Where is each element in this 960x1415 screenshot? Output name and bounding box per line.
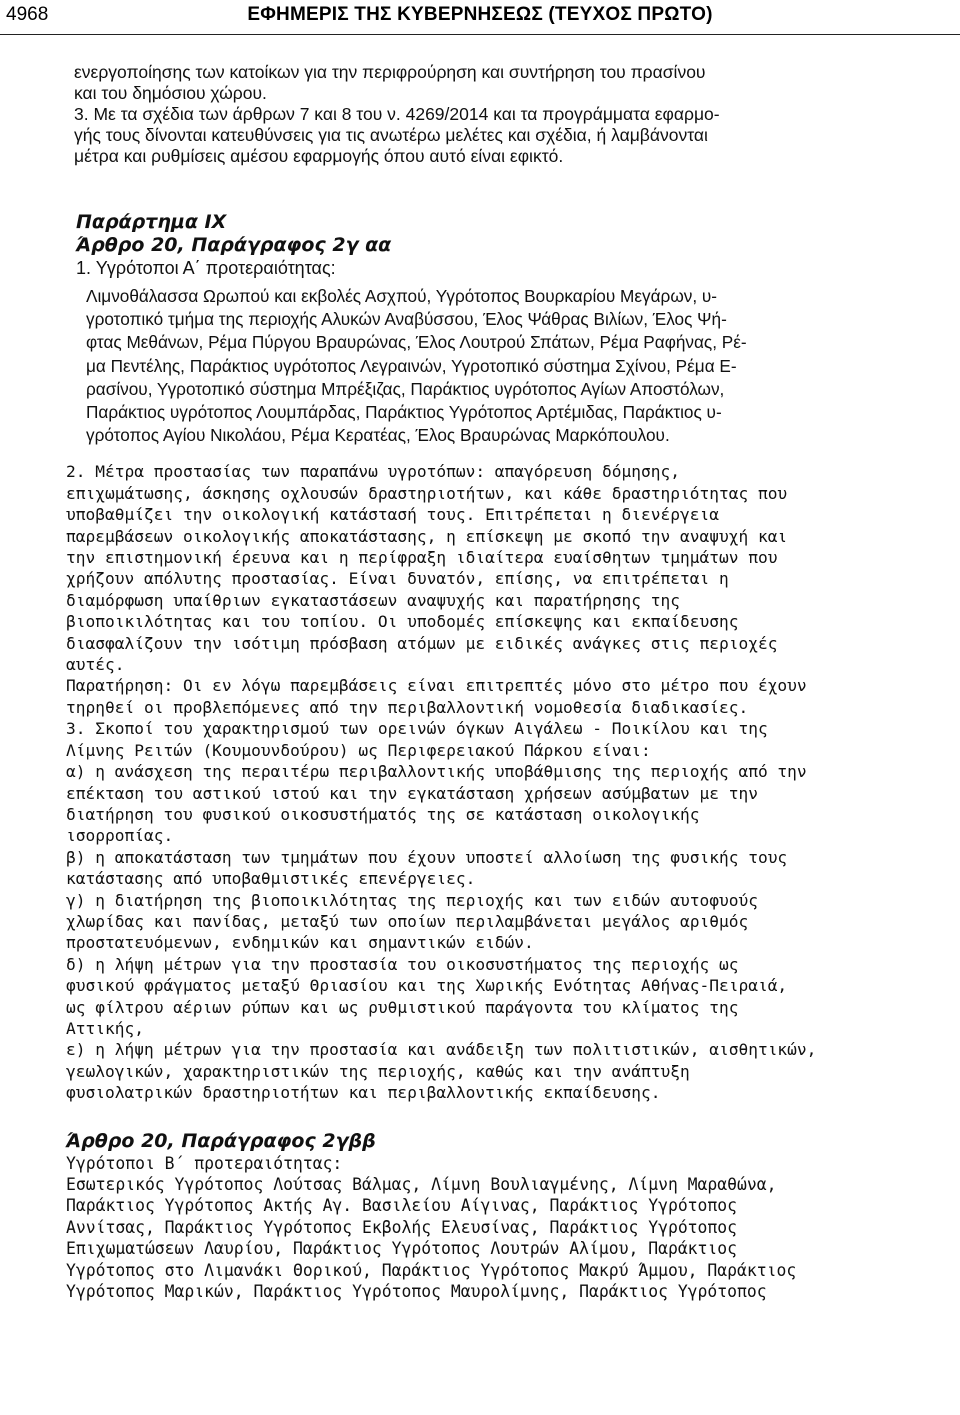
text-line: 3. Με τα σχέδια των άρθρων 7 και 8 του ν. 4269/2014 και τα προγράμματα εφαρμο- — [74, 104, 720, 124]
protection-measures-text — [66, 461, 866, 1103]
priority-a-wetlands-list — [86, 285, 866, 447]
article-heading: Άρθρο 20, Παράγραφος 2γ αα — [76, 234, 392, 256]
text-line: γεωλογικών, χαρακτηριστικών της περιοχής, καθώς και την ανάπτυξη — [66, 1061, 690, 1081]
article-2gbb-section — [66, 1130, 866, 1303]
text-line: γ) η διατήρηση της βιοποικιλότητας της περιοχής και των ειδών αυτοφυούς — [66, 890, 758, 910]
text-line: χλωρίδας και πανίδας, μεταξύ των οποίων περιλαμβάνεται μεγάλος αριθμός — [66, 911, 749, 931]
text-line: Λίμνης Ρειτών (Κουμουνδούρου) ως Περιφερειακού Πάρκου είναι: — [66, 740, 651, 760]
text-line: επέκταση του αστικού ιστού και την εγκατάσταση χρήσεων ασύμβατων με την — [66, 783, 758, 803]
text-line: διασφαλίζουν την ισότιμη πρόσβαση ατόμων με ειδικές ανάγκες στις περιοχές — [66, 633, 778, 653]
text-line: τηρηθεί οι προβλεπόμενες από την περιβαλλοντική νομοθεσία διαδικασίες. — [66, 697, 749, 717]
text-line: διαμόρφωση υπαίθριων εγκαταστάσεων αναψυχής και παρατήρησης της — [66, 590, 680, 610]
text-line: ε) η λήψη μέτρων για την προστασία και ανάδειξη των πολιτιστικών, αισθητικών, — [66, 1040, 817, 1060]
text-line: χρήζουν απόλυτης προστασίας. Είναι δυνατόν, επίσης, να επιτρέπεται η — [66, 569, 729, 589]
text-line: Υγρότοπος στο Λιμανάκι Θορικού, Παράκτιος Υγρότοπος Μακρύ Άμμου, Παράκτιος — [66, 1260, 797, 1280]
text-line: την επιστημονική έρευνα και η περίφραξη ιδιαίτερα ευαίσθητων τμημάτων που — [66, 548, 778, 568]
text-line: β) η αποκατάσταση των τμημάτων που έχουν υποστεί αλλοίωση της φυσικής τους — [66, 847, 788, 867]
text-line: 3. Σκοποί του χαρακτηρισμού των ορεινών όγκων Αιγάλεω - Ποικίλου και της — [66, 719, 768, 739]
text-line: Παράκτιος υγρότοπος Λουμπάρδας, Παράκτιος Υγρότοπος Αρτέμιδας, Παράκτιος υ- — [86, 402, 722, 423]
text-line: Υγρότοποι Β΄ προτεραιότητας: — [66, 1153, 343, 1173]
text-line: γής τους δίνονται κατευθύνσεις για τις ανωτέρω μελέτες και σχέδια, ή λαμβάνονται — [74, 125, 708, 145]
text-line: Αττικής, — [66, 1018, 144, 1038]
article-heading: Άρθρο 20, Παράγραφος 2γββ — [66, 1129, 376, 1152]
text-line: α) η ανάσχεση της περαιτέρω περιβαλλοντικής υποβάθμισης της περιοχής από την — [66, 762, 807, 782]
text-line: Παρατήρηση: Οι εν λόγω παρεμβάσεις είναι επιτρεπτές μόνο στο μέτρο που έχουν — [66, 676, 807, 696]
text-line: Επιχωματώσεων Λαυρίου, Παράκτιος Υγρότοπος Λουτρών Αλίμου, Παράκτιος — [66, 1239, 738, 1259]
priority-b-wetlands-list — [66, 1153, 866, 1303]
text-line: Αννίτσας, Παράκτιος Υγρότοπος Εκβολής Ελευσίνας, Παράκτιος Υγρότοπος — [66, 1217, 738, 1237]
text-line: επιχωμάτωσης, άσκησης οχλουσών δραστηριοτήτων, και κάθε δραστηριότητας που — [66, 483, 788, 503]
text-line: φτας Μεθάνων, Ρέμα Πύργου Βραυρώνας, Έλος Λουτρού Σπάτων, Ρέμα Ραφήνας, Ρέ- — [86, 332, 747, 353]
text-line: ως φίλτρου αέριων ρύπων και ως ρυθμιστικού παράγοντα του κλίματος της — [66, 997, 739, 1017]
item-1-heading: 1. Υγρότοποι Α΄ προτεραιότητας: — [76, 258, 336, 278]
text-line: 2. Μέτρα προστασίας των παραπάνω υγροτόπων: απαγόρευση δόμησης, — [66, 462, 680, 482]
text-line: παρεμβάσεων οικολογικής αποκατάστασης, η επίσκεψη με σκοπό την αναψυχή και — [66, 526, 788, 546]
intro-paragraph — [74, 62, 866, 167]
text-line: βιοποικιλότητας και του τοπίου. Οι υποδομές επίσκεψης και εκπαίδευσης — [66, 612, 739, 632]
text-line: ισορροπίας. — [66, 826, 174, 846]
text-line: γροτοπικό τμήμα της περιοχής Αλυκών Αναβύσσου, Έλος Ψάθρας Βιλίων, Έλος Ψή- — [86, 309, 727, 330]
page-number: 4968 — [6, 4, 49, 25]
text-line: δ) η λήψη μέτρων για την προστασία του οικοσυστήματος της περιοχής ως — [66, 954, 739, 974]
gazette-title: ΕΦΗΜΕΡΙΣ ΤΗΣ ΚΥΒΕΡΝΗΣΕΩΣ (ΤΕΥΧΟΣ ΠΡΩΤΟ) — [247, 4, 713, 25]
text-line: προστατευόμενων, ενδημικών και σημαντικών ειδών. — [66, 933, 534, 953]
text-line: Εσωτερικός Υγρότοπος Λούτσας Βάλμας, Λίμνη Βουλιαγμένης, Λίμνη Μαραθώνα, — [66, 1175, 777, 1195]
text-line: φυσιολατρικών δραστηριοτήτων και περιβαλλοντικής εκπαίδευσης. — [66, 1083, 661, 1103]
gazette-header — [0, 0, 960, 35]
text-line: υποβαθμίζει την οικολογική κατάστασή τους. Επιτρέπεται η διενέργεια — [66, 505, 719, 525]
text-line: Παράκτιος Υγρότοπος Ακτής Αγ. Βασιλείου Αίγινας, Παράκτιος Υγρότοπος — [66, 1196, 738, 1216]
text-line: διατήρηση του φυσικού οικοσυστήματός της σε κατάσταση οικολογικής — [66, 804, 700, 824]
text-line: κατάστασης από υποβαθμιστικές επενέργειες. — [66, 869, 476, 889]
text-line: μέτρα και ρυθμίσεις αμέσου εφαρμογής όπου αυτό είναι εφικτό. — [74, 146, 564, 166]
text-line: Υγρότοπος Μαρικών, Παράκτιος Υγρότοπος Μαυρολίμνης, Παράκτιος Υγρότοπος — [66, 1282, 767, 1302]
annex-section — [76, 211, 866, 447]
text-line: Λιμνοθάλασσα Ωρωπού και εκβολές Ασχπού, Υγρότοπος Βουρκαρίου Μεγάρων, υ- — [86, 286, 717, 306]
text-line: φυσικού φράγματος μεταξύ Θριασίου και της Χωρικής Ενότητας Αθήνας-Πειραιά, — [66, 976, 788, 996]
text-line: γρότοπος Αγίου Νικολάου, Ρέμα Κερατέας, Έλος Βραυρώνας Μαρκόπουλου. — [86, 425, 670, 446]
annex-title: Παράρτημα IX — [76, 211, 227, 233]
document-body — [66, 62, 866, 1302]
text-line: ενεργοποίησης των κατοίκων για την περιφρούρηση και συντήρηση του πρασίνου — [74, 62, 706, 82]
text-line: ρασίνου, Υγροτοπικό σύστημα Μπρέξιζας, Παράκτιος υγρότοπος Αγίων Αποστόλων, — [86, 378, 725, 399]
text-line: και του δημόσιου χώρου. — [74, 83, 267, 103]
text-line: μα Πεντέλης, Παράκτιος υγρότοπος Λεγραινών, Υγροτοπικό σύστημα Σχίνου, Ρέμα Ε- — [86, 355, 737, 376]
text-line: αυτές. — [66, 655, 125, 675]
